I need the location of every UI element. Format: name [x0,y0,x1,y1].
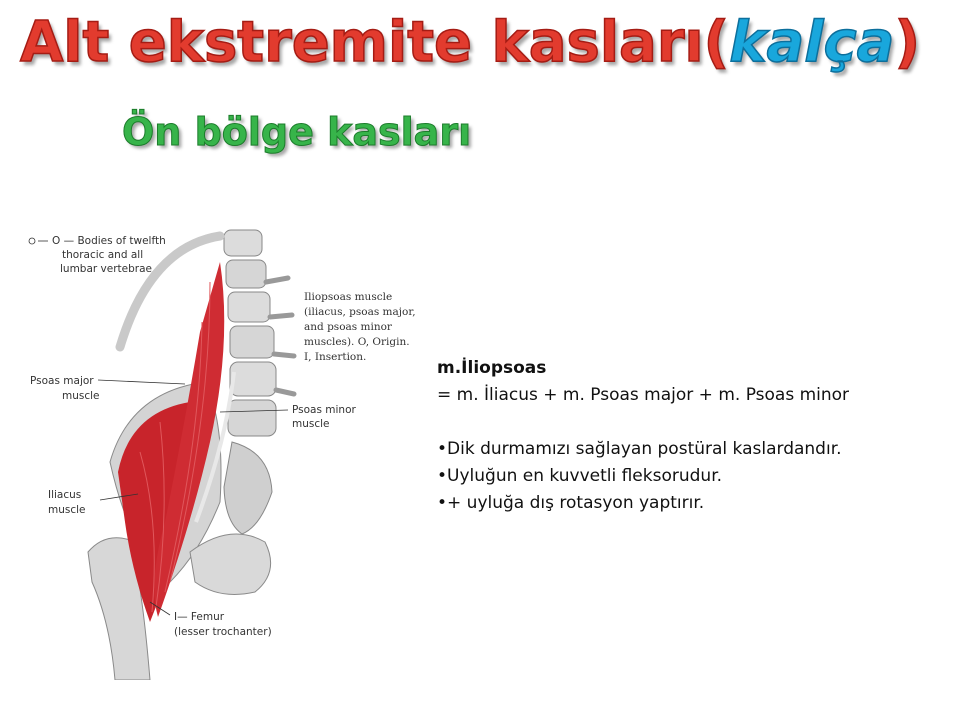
label-origin-1: O — Bodies of twelfth [52,235,166,247]
label-femur-1: I— Femur [174,611,225,623]
slide-title [0,10,940,75]
label-psoas-minor-1: Psoas minor [292,404,356,416]
bullet-item: •Dik durmamızı sağlayan postüral kaslardandır. [437,439,842,459]
origin-marker [29,238,35,244]
slide-content [437,355,937,517]
label-iliopsoas-1: Iliopsoas muscle [304,291,393,303]
spacer [437,409,937,436]
title-accent: kalça [729,10,895,75]
label-iliacus-2: muscle [48,504,86,516]
slide-subtitle: Ön bölge kasları [122,110,472,154]
label-iliopsoas-3: and psoas minor [304,321,392,333]
label-origin-2: thoracic and all [62,249,144,261]
label-psoas-major-2: muscle [62,390,100,402]
label-iliacus-1: Iliacus [48,489,82,501]
title-end: ) [894,10,921,75]
label-psoas-major-1: Psoas major [30,375,94,387]
iliopsoas-illustration [20,222,430,680]
title-main: Alt ekstremite kasları( [19,10,730,75]
muscle-heading: m.İliopsoas [437,358,547,378]
pubis-bone [190,534,271,594]
muscle-formula: = m. İliacus + m. Psoas major + m. Psoas minor [437,385,850,405]
label-origin-3: lumbar vertebrae [60,263,152,275]
anatomy-drawing [20,222,430,680]
label-iliopsoas-2: (iliacus, psoas major, [304,306,416,318]
label-iliopsoas-5: I, Insertion. [304,351,367,363]
label-femur-2: (lesser trochanter) [174,626,272,638]
bullet-item: •+ uyluğa dış rotasyon yaptırır. [437,493,705,513]
bullet-item: •Uyluğun en kuvvetli fleksorudur. [437,466,723,486]
label-iliopsoas-4: muscles). O, Origin. [304,336,410,348]
label-psoas-minor-2: muscle [292,418,330,430]
